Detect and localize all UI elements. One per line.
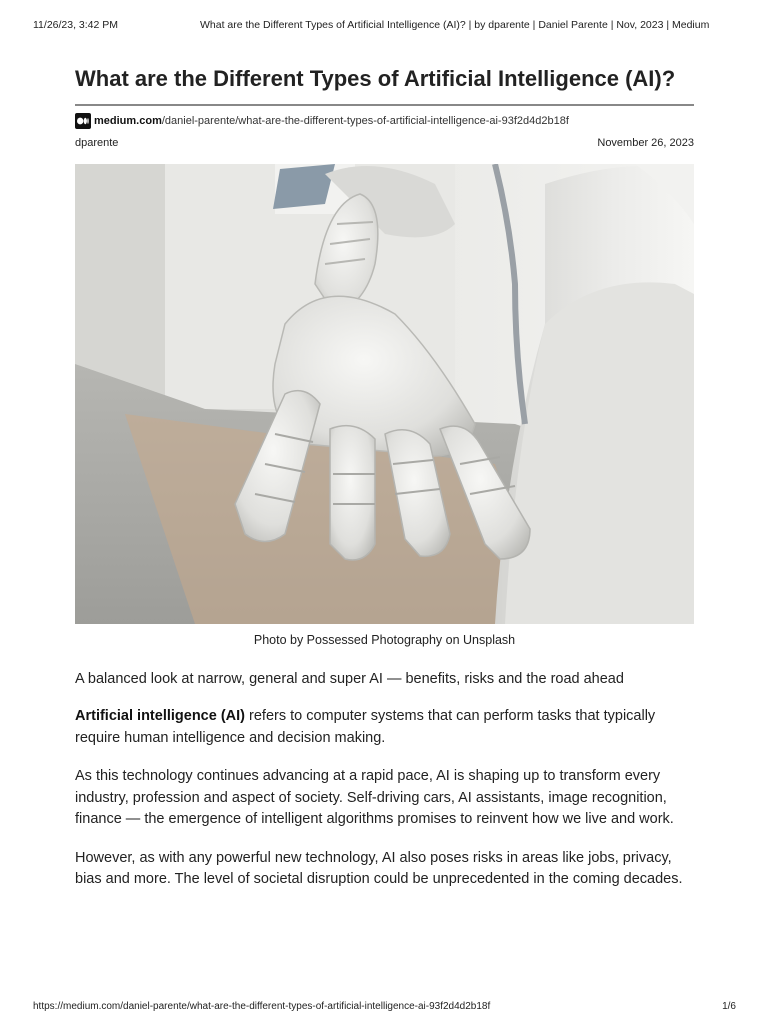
paragraph-1-text: refers to computer systems that can perform tasks that typically require human intelligence and decision making.: [75, 708, 656, 746]
article-meta: [75, 137, 694, 149]
page-indicator: 1/6: [722, 1001, 736, 1012]
paragraph-1: [75, 706, 694, 749]
medium-logo-icon: [75, 113, 91, 129]
paragraph-2: [75, 766, 694, 831]
article-title: What are the Different Types of Artificial Intelligence (AI)?: [75, 64, 694, 106]
article: [75, 64, 694, 905]
source-path[interactable]: /daniel-parente/what-are-the-different-types-of-artificial-intelligence-ai-93f2d4d2b18f: [161, 115, 569, 127]
print-page-title: What are the Different Types of Artificial Intelligence (AI)? | by dparente | Daniel Parente | Nov, 2023 | Medium: [200, 19, 710, 31]
paragraph-1-bold: Artificial intelligence (AI): [75, 708, 245, 724]
print-footer: [0, 984, 768, 1024]
print-timestamp: 11/26/23, 3:42 PM: [33, 19, 119, 31]
paragraph-3: [75, 848, 694, 891]
source-link[interactable]: [75, 112, 694, 130]
paragraph-3-text: However, as with any powerful new technology, AI also poses risks in areas like jobs, privacy, bias and more. The level of societal disruption could be unprecedented in the coming decades.: [75, 849, 683, 887]
paragraph-2-text: As this technology continues advancing at a rapid pace, AI is shaping up to transform every industry, profession and aspect of society. Self-driving cars, AI assistants, image recognition, finance — the emergence of intelligent algorithms promises to reinvent how we live and work.: [75, 768, 674, 827]
publish-date: November 26, 2023: [597, 137, 694, 149]
hero-image: [75, 164, 694, 624]
robot-hand-illustration: [75, 164, 694, 624]
source-domain[interactable]: medium.com: [94, 115, 162, 127]
print-header: [0, 0, 768, 40]
author-name: dparente: [75, 137, 119, 149]
article-subtitle: A balanced look at narrow, general and super AI — benefits, risks and the road ahead: [75, 671, 624, 687]
image-caption: Photo by Possessed Photography on Unsplash: [253, 633, 516, 647]
print-footer-url: https://medium.com/daniel-parente/what-are-the-different-types-of-artificial-intelligence-ai-93f2d4d2b18f: [33, 1001, 491, 1012]
